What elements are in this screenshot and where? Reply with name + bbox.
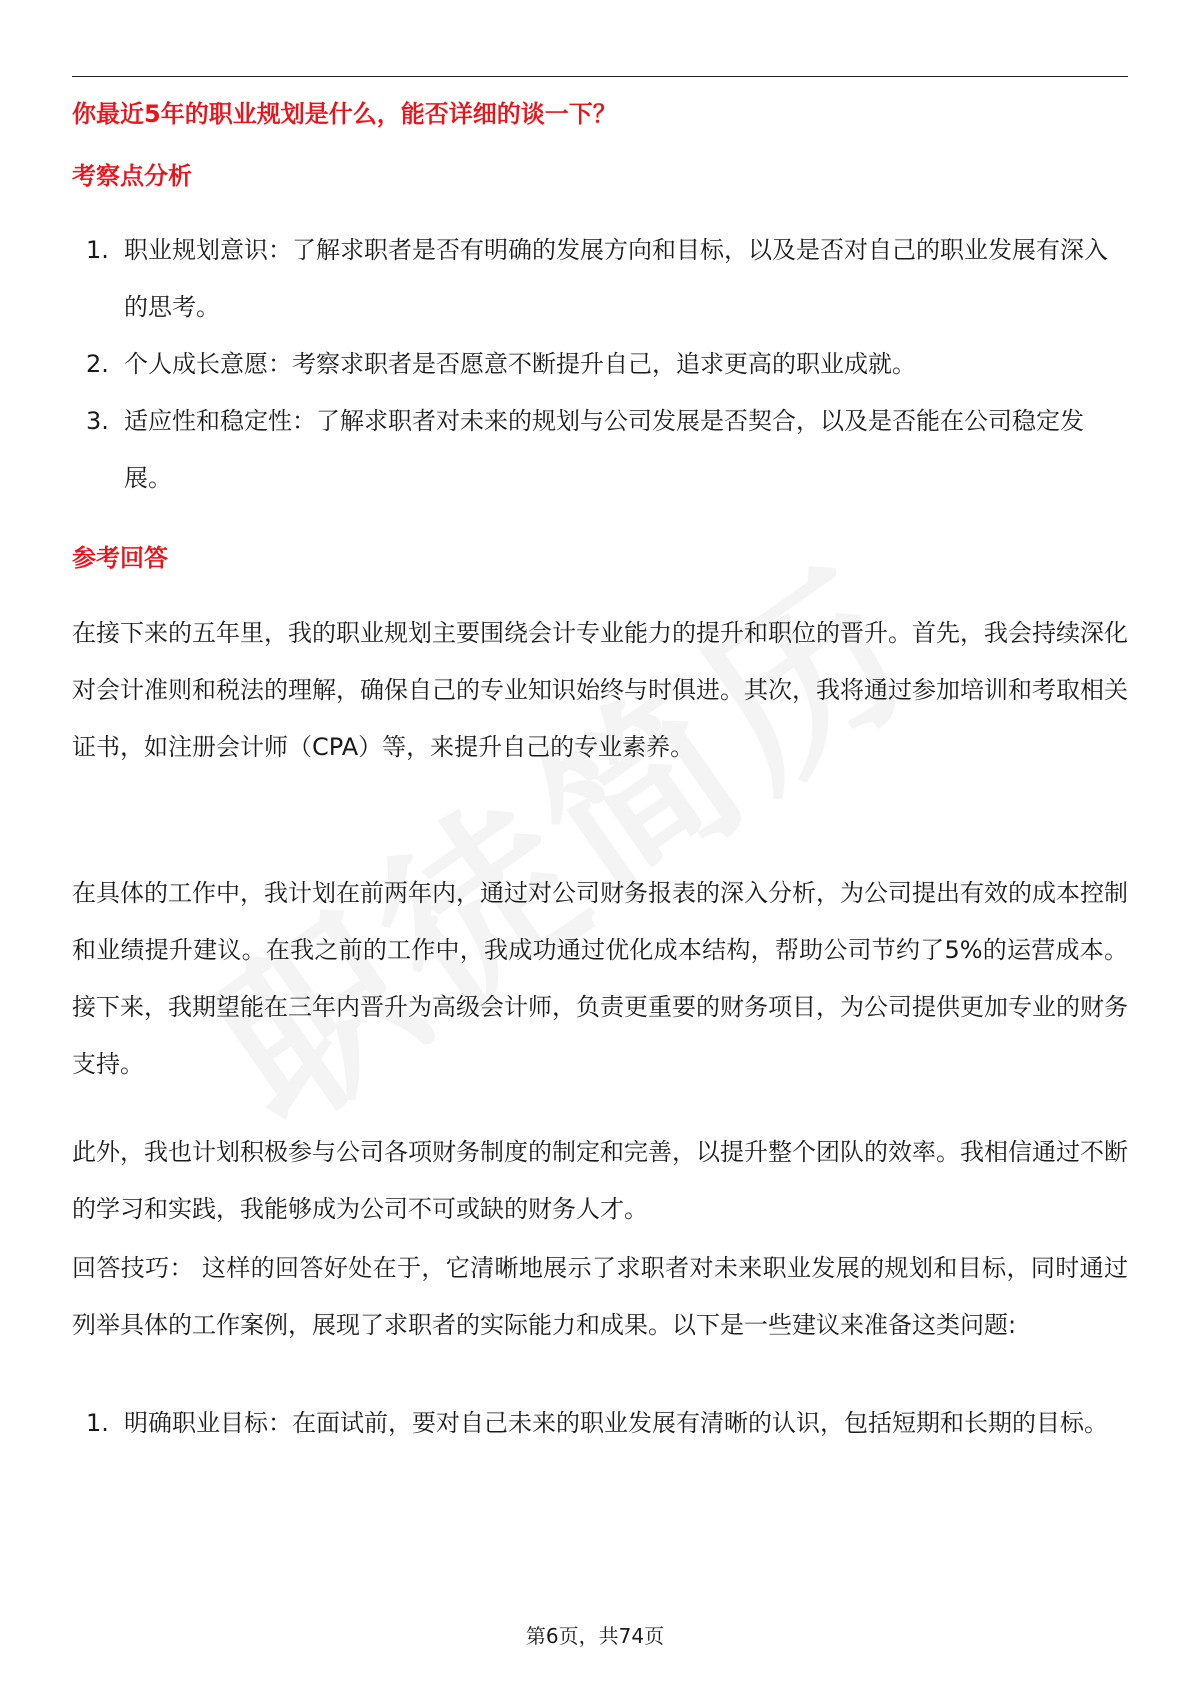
analysis-heading: 考察点分析	[72, 162, 192, 190]
list-item-text: 个人成长意愿：考察求职者是否愿意不断提升自己，追求更高的职业成就。	[124, 350, 916, 378]
question-title: 你最近5年的职业规划是什么，能否详细的谈一下？	[72, 100, 617, 128]
answer-paragraph-3: 此外，我也计划积极参与公司各项财务制度的制定和完善，以提升整个团队的效率。我相信通过不断的学习和实践，我能够成为公司不可或缺的财务人才。	[72, 1138, 1128, 1223]
list-number: 3.	[86, 407, 109, 435]
analysis-list	[72, 222, 1128, 507]
list-item	[72, 222, 1128, 336]
document-page	[72, 0, 1128, 1684]
answer-paragraph-2: 在具体的工作中，我计划在前两年内，通过对公司财务报表的深入分析，为公司提出有效的成本控制和业绩提升建议。在我之前的工作中，我成功通过优化成本结构，帮助公司节约了5%的运营成本。接下来，我期望能在三年内晋升为高级会计师，负责更重要的财务项目，为公司提供更加专业的财务支持。	[72, 879, 1128, 1078]
list-number: 1.	[86, 1409, 109, 1437]
list-item-text: 职业规划意识：了解求职者是否有明确的发展方向和目标，以及是否对自己的职业发展有深入的思考。	[124, 236, 1108, 321]
answer-heading: 参考回答	[72, 544, 168, 572]
top-divider	[72, 76, 1128, 77]
answer-paragraph-1: 在接下来的五年里，我的职业规划主要围绕会计专业能力的提升和职位的晋升。首先，我会持续深化对会计准则和税法的理解，确保自己的专业知识始终与时俱进。其次，我将通过参加培训和考取相关证书，如注册会计师（CPA）等，来提升自己的专业素养。	[72, 619, 1128, 761]
list-number: 1.	[86, 236, 109, 264]
list-item	[72, 336, 1128, 393]
list-item-text: 适应性和稳定性：了解求职者对未来的规划与公司发展是否契合，以及是否能在公司稳定发展。	[124, 407, 1084, 492]
list-item-text: 明确职业目标：在面试前，要对自己未来的职业发展有清晰的认识，包括短期和长期的目标。	[124, 1409, 1108, 1437]
tips-list	[72, 1395, 1128, 1452]
list-item	[72, 1395, 1128, 1452]
answer-tips-paragraph: 回答技巧： 这样的回答好处在于，它清晰地展示了求职者对未来职业发展的规划和目标，同时通过列举具体的工作案例，展现了求职者的实际能力和成果。以下是一些建议来准备这类问题:	[72, 1254, 1128, 1339]
list-number: 2.	[86, 350, 109, 378]
page-footer: 第6页，共74页	[525, 1624, 665, 1648]
list-item	[72, 393, 1128, 507]
